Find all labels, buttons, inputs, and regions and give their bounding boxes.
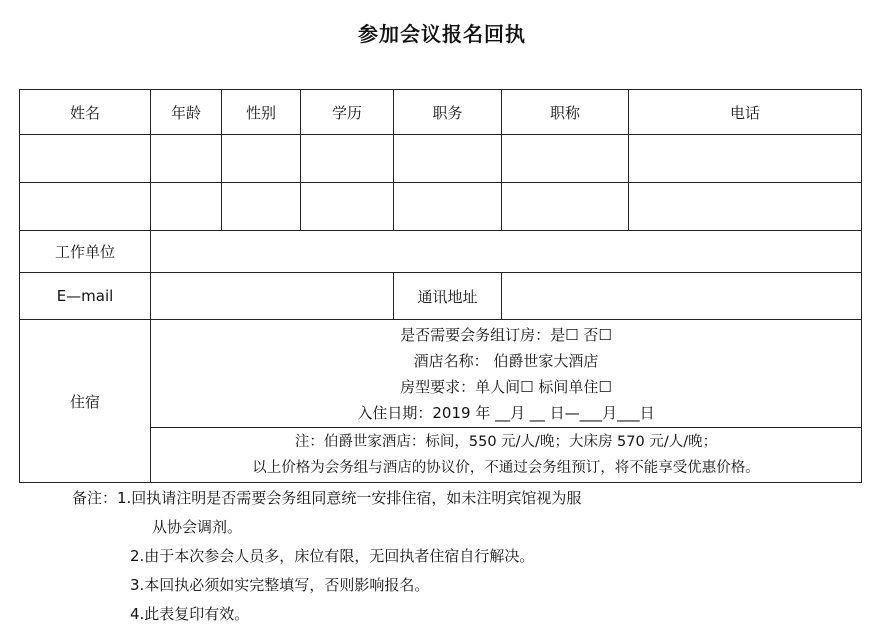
page-title: 参加会议报名回执	[358, 22, 526, 46]
lodging-note-agreement: 以上价格为会务组与酒店的协议价，不通过会务组预订，将不能享受优惠价格。	[252, 460, 760, 476]
lodging-booking-question: 是否需要会务组订房：是☐ 否☐	[400, 325, 612, 344]
lodging-label: 住宿	[20, 320, 151, 483]
registration-form-table	[19, 89, 862, 483]
lodging-note	[151, 428, 862, 483]
lodging-hotel-name: 酒店名称： 伯爵世家大酒店	[413, 351, 599, 370]
phone-cell[interactable]	[629, 183, 862, 231]
remark-item-2: 2.由于本次参会人员多，床位有限，无回执者住宿自行解决。	[130, 547, 535, 565]
name-cell[interactable]	[20, 135, 151, 183]
title-cell[interactable]	[502, 183, 629, 231]
email-label: E—mail	[20, 273, 151, 320]
remark-item-1: 备注：1.回执请注明是否需要会务组同意统一安排住宿，如未注明宾馆视为服	[72, 489, 582, 507]
position-cell[interactable]	[394, 135, 502, 183]
work-unit-field[interactable]	[151, 231, 862, 273]
lodging-note-price: 注：伯爵世家酒店：标间，550 元/人/晚；大床房 570 元/人/晚；	[294, 434, 718, 450]
phone-cell[interactable]	[629, 135, 862, 183]
header-name: 姓名	[20, 90, 151, 135]
table-row	[20, 183, 862, 231]
education-cell[interactable]	[301, 183, 394, 231]
lodging-room-type: 房型要求：单人间☐ 标间单住☐	[400, 377, 612, 396]
remark-item-1-cont: 从协会调剂。	[152, 518, 243, 536]
table-row	[20, 135, 862, 183]
remarks	[72, 484, 581, 629]
lodging-details	[151, 320, 862, 428]
address-label: 通讯地址	[394, 273, 502, 320]
lodging-row	[20, 320, 862, 428]
remark-item-4: 4.此表复印有效。	[130, 605, 250, 623]
lodging-checkin-date: 入住日期：2019 年 __月 __ 日—___月___日	[357, 403, 655, 422]
header-gender: 性别	[222, 90, 301, 135]
header-age: 年龄	[151, 90, 222, 135]
header-position: 职务	[394, 90, 502, 135]
gender-cell[interactable]	[222, 183, 301, 231]
remark-item-3: 3.本回执必须如实完整填写，否则影响报名。	[130, 576, 430, 594]
address-field[interactable]	[502, 273, 862, 320]
header-education: 学历	[301, 90, 394, 135]
work-unit-label: 工作单位	[20, 231, 151, 273]
position-cell[interactable]	[394, 183, 502, 231]
title-cell[interactable]	[502, 135, 629, 183]
age-cell[interactable]	[151, 183, 222, 231]
age-cell[interactable]	[151, 135, 222, 183]
education-cell[interactable]	[301, 135, 394, 183]
email-row	[20, 273, 862, 320]
work-unit-row	[20, 231, 862, 273]
gender-cell[interactable]	[222, 135, 301, 183]
header-row	[20, 90, 862, 135]
header-title: 职称	[502, 90, 629, 135]
name-cell[interactable]	[20, 183, 151, 231]
email-field[interactable]	[151, 273, 394, 320]
header-phone: 电话	[629, 90, 862, 135]
